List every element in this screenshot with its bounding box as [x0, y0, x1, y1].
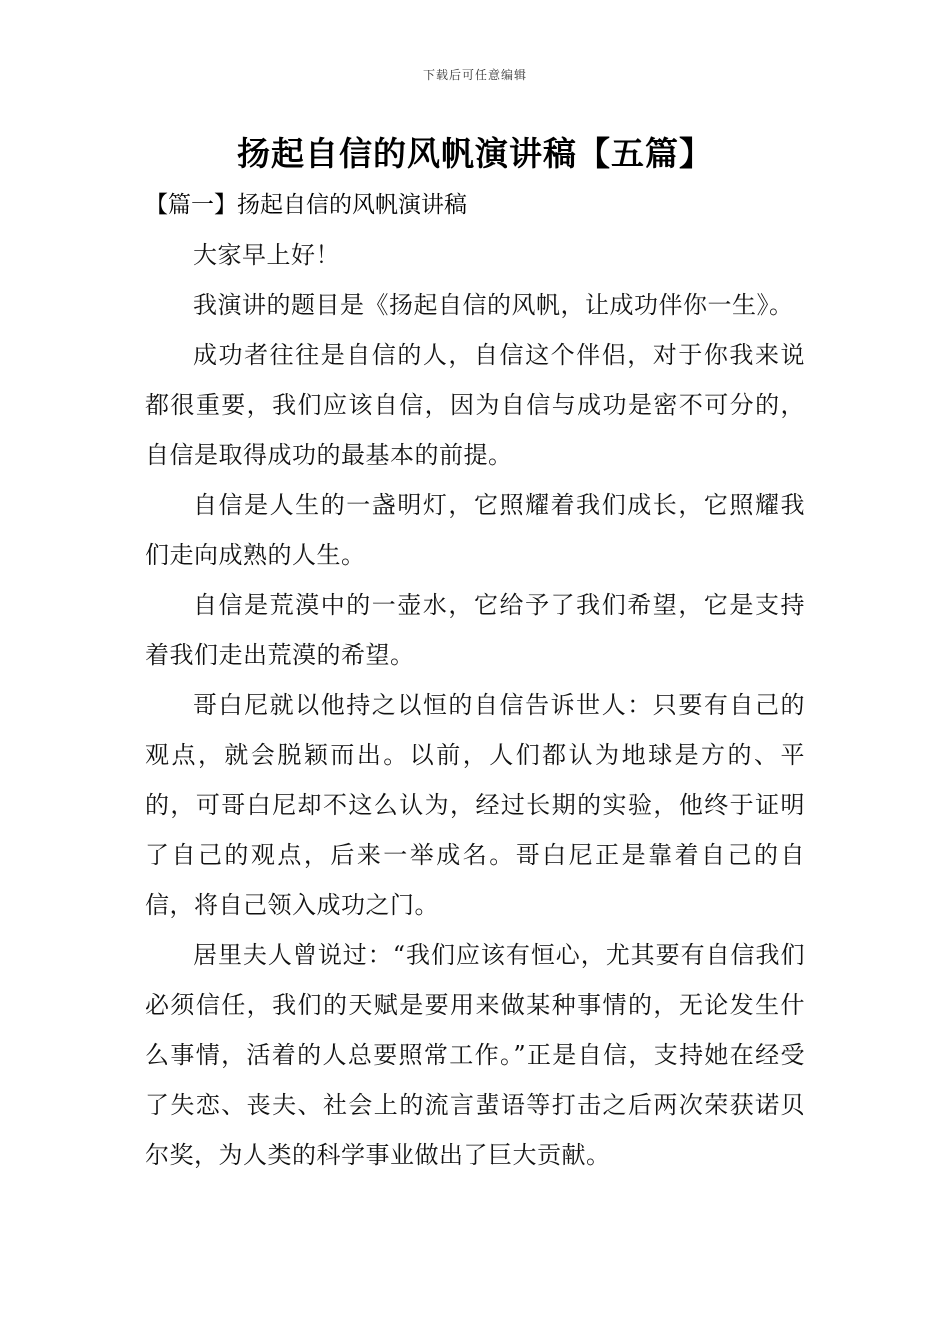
paragraph: 成功者往往是自信的人，自信这个伴侣，对于你我来说都很重要，我们应该自信，因为自信与成功是密不可分的，自信是取得成功的最基本的前提。	[145, 341, 805, 469]
paragraph: 自信是人生的一盏明灯，它照耀着我们成长，它照耀我们走向成熟的人生。	[145, 491, 805, 569]
header-note: 下载后可任意编辑	[422, 68, 527, 82]
paragraph: 哥白尼就以他持之以恒的自信告诉世人：只要有自己的观点，就会脱颖而出。以前，人们都认为地球是方的、平的，可哥白尼却不这么认为，经过长期的实验，他终于证明了自己的观点，后来一举成名。哥白尼正是靠着自己的自信，将自己领入成功之门。	[145, 691, 805, 919]
paragraph: 自信是荒漠中的一壶水，它给予了我们希望，它是支持着我们走出荒漠的希望。	[145, 591, 805, 669]
document-title: 扬起自信的风帆演讲稿【五篇】	[237, 134, 713, 173]
body-text	[145, 230, 805, 1180]
paragraph: 大家早上好！	[193, 241, 340, 269]
paragraph: 我演讲的题目是《扬起自信的风帆，让成功伴你一生》。	[193, 291, 794, 319]
paragraph: 居里夫人曾说过：“我们应该有恒心，尤其要有自信我们必须信任，我们的天赋是要用来做某种事情的，无论发生什么事情，活着的人总要照常工作。”正是自信，支持她在经受了失恋、丧夫、社会上的流言蜚语等打击之后两次荣获诺贝尔奖，为人类的科学事业做出了巨大贡献。	[145, 941, 805, 1169]
section-heading: 【篇一】扬起自信的风帆演讲稿	[145, 192, 467, 218]
